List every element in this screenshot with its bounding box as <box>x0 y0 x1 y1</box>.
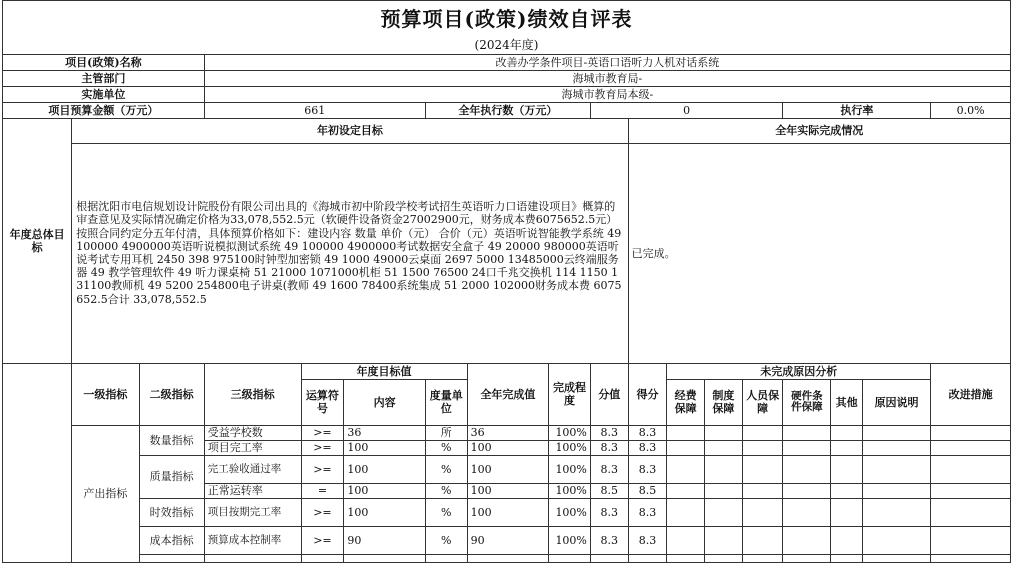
unit-cell: % <box>425 440 467 455</box>
operator-cell: >= <box>301 440 344 455</box>
table-row <box>3 425 1011 440</box>
level3-cell: 项目按期完工率 <box>204 498 301 526</box>
table-row-partial <box>3 554 1011 562</box>
actual-cell: 100 <box>467 483 549 498</box>
budget-amount-value: 661 <box>204 102 425 118</box>
level3-cell: 预算成本控制率 <box>204 526 301 554</box>
actual-cell: 100 <box>467 455 549 483</box>
unit-value: 海城市教育局本级- <box>204 86 1010 102</box>
content-cell: 100 <box>344 483 426 498</box>
blank-margin-cell <box>3 363 72 562</box>
score-cell: 8.3 <box>628 440 667 455</box>
actual-value-header: 全年完成值 <box>467 363 549 425</box>
other-header: 其他 <box>831 379 863 425</box>
score-cell: 8.3 <box>628 526 667 554</box>
table-row <box>3 526 1011 554</box>
annual-target-header: 年度目标值 <box>301 363 467 379</box>
level1-header: 一级指标 <box>72 363 139 425</box>
completion-cell: 100% <box>549 455 591 483</box>
improvement-header: 改进措施 <box>931 363 1011 425</box>
unit-cell: % <box>425 455 467 483</box>
funding-header: 经费保障 <box>667 379 705 425</box>
level3-header: 三级指标 <box>204 363 301 425</box>
initial-target-header: 年初设定目标 <box>72 118 628 143</box>
executed-amount-value: 0 <box>590 102 783 118</box>
output-group-label: 产出指标 <box>72 425 139 562</box>
level2-header: 二级指标 <box>139 363 204 425</box>
level3-cell: 正常运转率 <box>204 483 301 498</box>
content-cell: 100 <box>344 498 426 526</box>
page-title: 预算项目(政策)绩效自评表 <box>3 1 1011 37</box>
staff-header: 人员保障 <box>742 379 783 425</box>
operator-cell: = <box>301 483 344 498</box>
operator-cell: >= <box>301 455 344 483</box>
completion-cell: 100% <box>549 440 591 455</box>
operator-header: 运算符号 <box>301 379 344 425</box>
score-value-cell: 8.3 <box>590 425 628 440</box>
unit-header: 度量单位 <box>425 379 467 425</box>
unit-label: 实施单位 <box>3 86 205 102</box>
completion-header: 完成程度 <box>549 363 591 425</box>
annual-goal-label: 年度总体目标 <box>3 118 72 363</box>
level3-cell: 受益学校数 <box>204 425 301 440</box>
level3-cell: 完工验收通过率 <box>204 455 301 483</box>
system-header: 制度保障 <box>705 379 743 425</box>
actual-cell: 100 <box>467 498 549 526</box>
operator-cell: >= <box>301 425 344 440</box>
table-row <box>3 455 1011 483</box>
score-value-header: 分值 <box>590 363 628 425</box>
score-cell: 8.3 <box>628 425 667 440</box>
operator-cell: >= <box>301 498 344 526</box>
budget-amount-label: 项目预算金额（万元） <box>3 102 205 118</box>
level2-cell: 数量指标 <box>139 425 204 455</box>
score-value-cell: 8.3 <box>590 498 628 526</box>
project-name-value: 改善办学条件项目-英语口语听力人机对话系统 <box>204 54 1010 70</box>
score-value-cell: 8.3 <box>590 440 628 455</box>
score-cell: 8.5 <box>628 483 667 498</box>
content-cell: 90 <box>344 526 426 554</box>
score-value-cell: 8.3 <box>590 526 628 554</box>
score-cell: 8.3 <box>628 498 667 526</box>
level2-cell: 成本指标 <box>139 526 204 554</box>
unit-cell: % <box>425 498 467 526</box>
score-cell: 8.3 <box>628 455 667 483</box>
unit-cell: % <box>425 483 467 498</box>
executed-amount-label: 全年执行数（万元） <box>425 102 590 118</box>
execution-rate-label: 执行率 <box>783 102 931 118</box>
content-header: 内容 <box>344 379 426 425</box>
content-cell: 100 <box>344 440 426 455</box>
execution-rate-value: 0.0% <box>931 102 1011 118</box>
actual-cell: 100 <box>467 440 549 455</box>
level2-cell: 质量指标 <box>139 455 204 498</box>
table-row <box>3 498 1011 526</box>
score-header: 得分 <box>628 363 667 425</box>
evaluation-sheet <box>2 0 1011 586</box>
operator-cell: >= <box>301 526 344 554</box>
actual-cell: 36 <box>467 425 549 440</box>
content-cell: 100 <box>344 455 426 483</box>
level3-cell: 项目完工率 <box>204 440 301 455</box>
report-year: (2024年度) <box>3 37 1011 55</box>
actual-completion-header: 全年实际完成情况 <box>628 118 1010 143</box>
explanation-header: 原因说明 <box>862 379 930 425</box>
evaluation-table <box>2 0 1011 563</box>
unit-cell: % <box>425 526 467 554</box>
initial-target-text: 根据沈阳市电信规划设计院股份有限公司出具的《海城市初中阶段学校考试招生英语听力口语建设项目》概算的审查意见及实际情况确定价格为33,078,552.5元（软硬件设备资金27002900元，财务成本费6075652.5元）按照合同约定分五年付清，具体预算价格如下：建设内容 数量 单价（元） 合价（元）英语听说智能教学系统 49 100000 4900000英语听说模拟测试系统 49 100000 4900000考试数据安全盒子 49 20000 980000英语听说考试专用耳机 2450 398 975100时钟型加密锁 49 1000 49000云桌面 2697 5000 13485000云终端服务器 49 教学管理软件 49 听力课桌椅 51 21000 1071000机柜 51 1500 76500 24口千兆交换机 114 1150 131100教师机 49 5200 254800电子讲桌(教师 49 1600 78400系统集成 51 2000 102000财务成本费 6075652.5合计 33,078,552.5 <box>72 143 628 363</box>
hardware-header: 硬件条件保障 <box>783 379 831 425</box>
score-value-cell: 8.3 <box>590 455 628 483</box>
score-value-cell: 8.5 <box>590 483 628 498</box>
actual-completion-text: 已完成。 <box>628 143 1010 363</box>
reasons-header: 未完成原因分析 <box>667 363 931 379</box>
unit-cell: 所 <box>425 425 467 440</box>
completion-cell: 100% <box>549 498 591 526</box>
content-cell: 36 <box>344 425 426 440</box>
completion-cell: 100% <box>549 425 591 440</box>
completion-cell: 100% <box>549 526 591 554</box>
project-name-label: 项目(政策)名称 <box>3 54 205 70</box>
completion-cell: 100% <box>549 483 591 498</box>
actual-cell: 90 <box>467 526 549 554</box>
department-value: 海城市教育局- <box>204 70 1010 86</box>
department-label: 主管部门 <box>3 70 205 86</box>
level2-cell: 时效指标 <box>139 498 204 526</box>
